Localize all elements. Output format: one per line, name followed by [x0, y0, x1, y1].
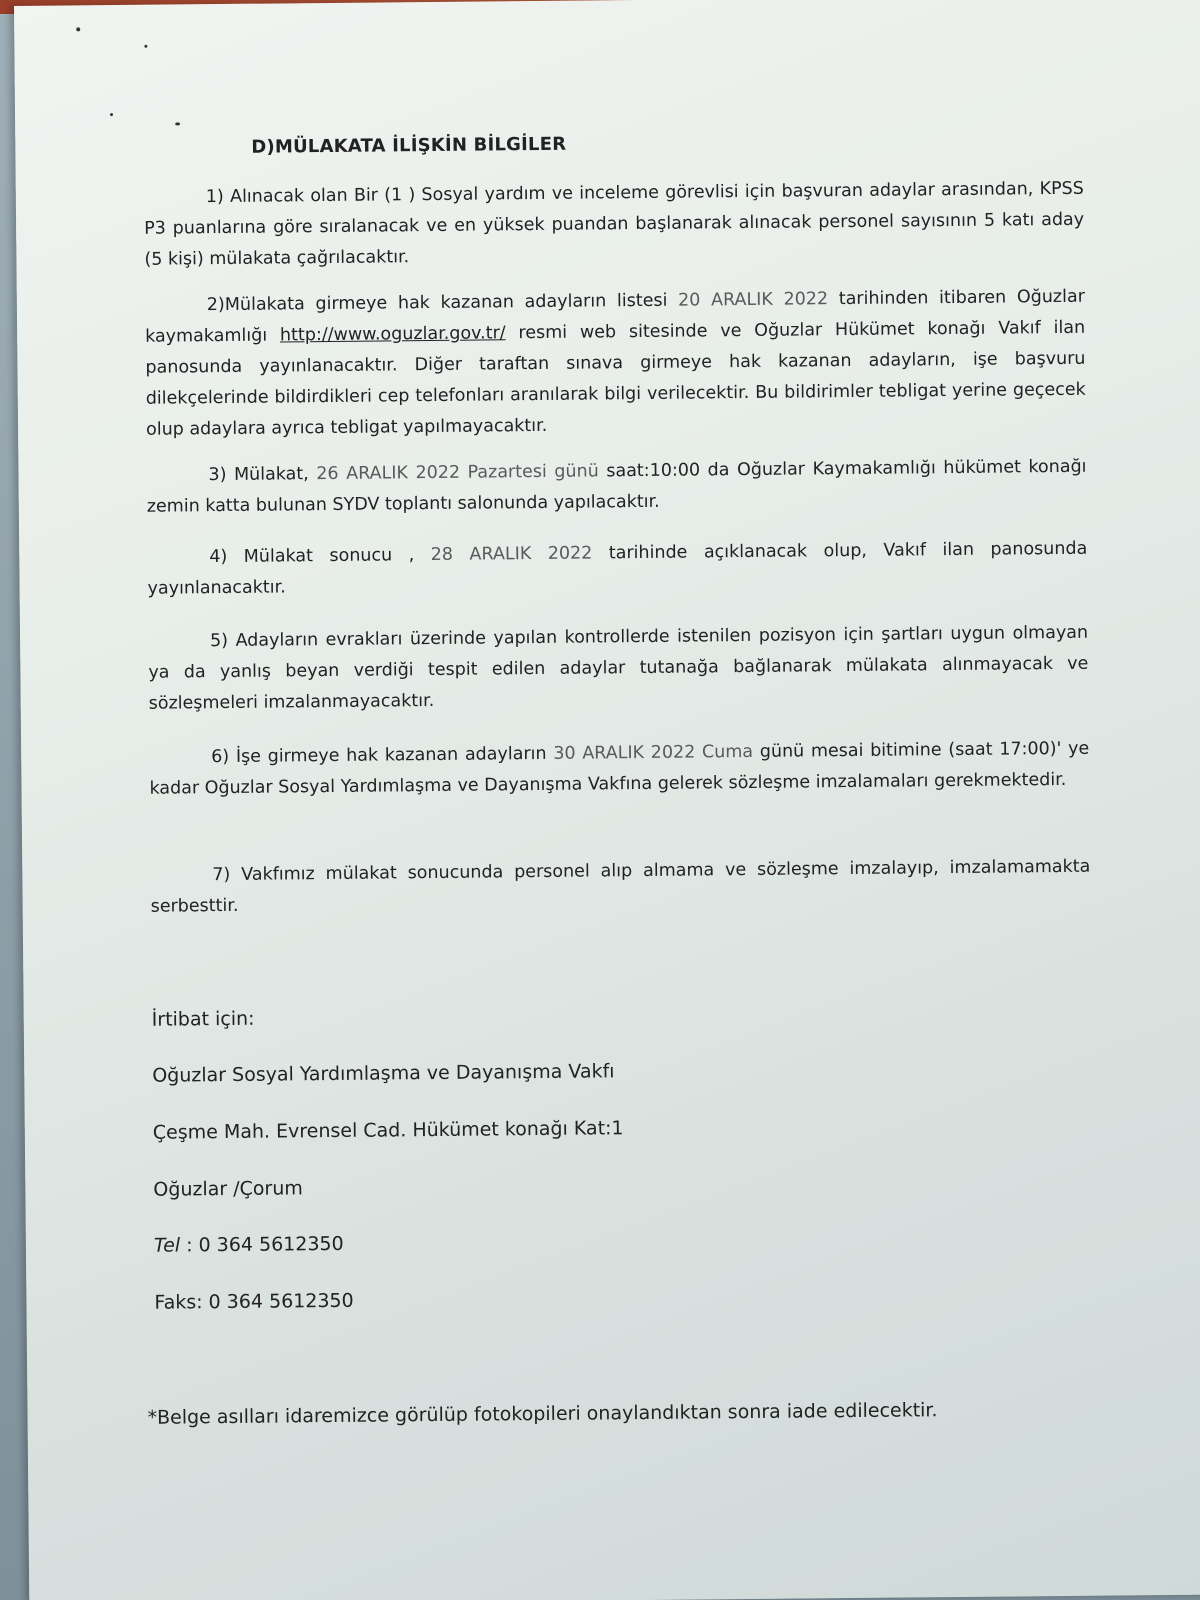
item-2-text-a: 2)Mülakata girmeye hak kazanan adayların listesi: [206, 290, 679, 316]
item-4-text-b: tarihinde açıklanacak olup, Vakıf ilan panosunda yayınlanacaktır.: [147, 538, 1088, 599]
paper-sheet: [14, 0, 1200, 1600]
paper-speck: [144, 45, 147, 48]
item-2-date: 20 ARALIK 2022: [678, 289, 829, 311]
contact-fax: Faks: 0 364 5612350: [154, 1289, 354, 1314]
item-3: [146, 452, 1087, 523]
contact-tel: [154, 1229, 344, 1262]
contact-org: Oğuzlar Sosyal Yardımlaşma ve Dayanışma Vakfı: [152, 1060, 615, 1087]
website-link[interactable]: http://www.oguzlar.gov.tr/: [279, 323, 506, 346]
paper-speck: [76, 27, 80, 31]
item-4: [147, 534, 1088, 605]
tel-label: Tel: [153, 1234, 181, 1257]
footnote: *Belge asılları idaremizce görülüp fotokopileri onaylandıktan sonra iade edilecektir.: [147, 1399, 938, 1429]
item-6-text-b: günü mesai bitimine (saat 17:00)' ye kadar Oğuzlar Sosyal Yardımlaşma ve Dayanışma Vakfına gelerek sözleşme imzalamaları gerekmektedir.: [149, 738, 1090, 799]
item-1: 1) Alınacak olan Bir (1 ) Sosyal yardım ve inceleme görevlisi için başvuran adaylar arasından, KPSS P3 puanlarına göre sıralanacak ve en yüksek puandan başlanarak alınacak personel sayısının 5 katı aday (5 kişi) mülakata çağrılacaktır.: [144, 178, 1085, 270]
item-5: 5) Adayların evrakları üzerinde yapılan kontrollerde istenilen pozisyon için şartları uygun olmayan ya da yanlış beyan verdiği tespit edilen adaylar tutanağa bağlanarak mülakata alınmayacak ve sözleşmeleri imzalanmayacaktır.: [148, 622, 1089, 714]
contact-label: İrtibat için:: [151, 1007, 255, 1031]
item-7: 7) Vakfımız mülakat sonucunda personel alıp almama ve sözleşme imzalayıp, imzalamamakta serbesttir.: [150, 856, 1091, 917]
item-3-text-b: saat:10:00 da Oğuzlar Kaymakamlığı hükümet konağı zemin katta bulunan SYDV toplantı salonunda yapılacaktır.: [146, 456, 1087, 517]
item-4-date: 28 ARALIK 2022: [430, 543, 593, 566]
item-6-date: 30 ARALIK 2022 Cuma: [553, 741, 754, 764]
item-6-text-a: 6) İşe girmeye hak kazanan adayların: [211, 743, 554, 768]
item-6: [149, 734, 1090, 805]
contact-city: Oğuzlar /Çorum: [153, 1177, 303, 1201]
paper-speck: [110, 113, 113, 116]
tel-value: : 0 364 5612350: [180, 1232, 344, 1257]
item-2-text-c: resmi web sitesinde ve Oğuzlar Hükümet konağı Vakıf ilan panosunda yayınlanacaktır. Diğer taraftan sınava girmeye hak kazanan adayların, işe başvuru dilekçelerinde bildirdikleri cep telefonları aranılarak bilgi verilecektir. Bu bildirimler tebligat yerine geçecek olup adaylara ayrıca tebligat yapılmayacaktır.: [145, 317, 1086, 440]
item-2-text-b: tarihinden itibaren Oğuzlar kaymakamlığı: [145, 286, 1085, 347]
paper-speck: [175, 122, 180, 125]
item-4-text-a: 4) Mülakat sonucu ,: [209, 545, 431, 568]
item-2: [145, 282, 1086, 446]
section-heading: D)MÜLAKATA İLİŞKİN BİLGİLER: [251, 133, 567, 158]
document-body: [143, 123, 1113, 1429]
item-3-date: 26 ARALIK 2022 Pazartesi günü: [316, 461, 599, 485]
contact-address: Çeşme Mah. Evrensel Cad. Hükümet konağı Kat:1: [152, 1117, 624, 1144]
item-3-text-a: 3) Mülakat,: [208, 464, 317, 486]
